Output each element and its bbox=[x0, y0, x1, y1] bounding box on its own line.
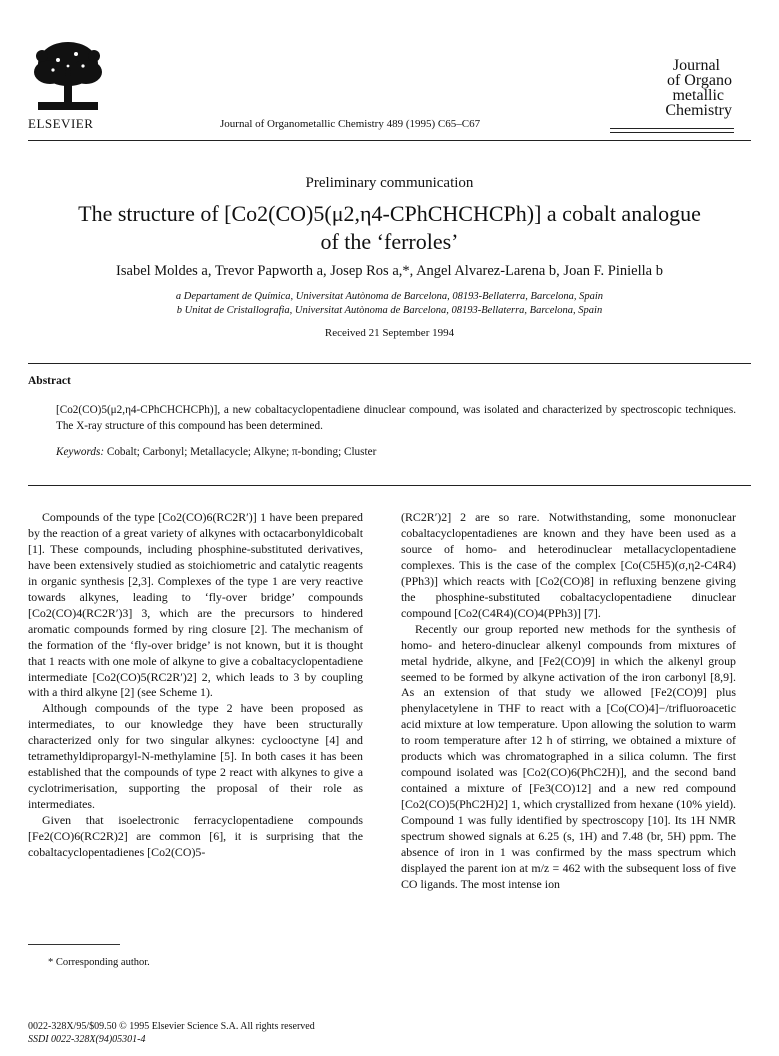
paragraph: Given that isoelectronic ferracyclopentadiene compounds [Fe2(CO)6(RC2R)2] are common [6], it is surprising that the cobaltacyclopentadienes [Co2(CO)5- bbox=[28, 813, 363, 860]
keywords bbox=[56, 446, 736, 458]
keywords-label: Keywords: bbox=[56, 446, 105, 458]
header-divider bbox=[28, 140, 751, 141]
article-title bbox=[40, 200, 739, 256]
elsevier-tree-logo-icon bbox=[28, 36, 108, 116]
paragraph: Although compounds of the type 2 have been proposed as intermediates, to our knowledge they have been structurally characterized only for two singular alkynes: cyclooctyne [4] and tetramethyldipropargyl-N-methylamine [5]. In both cases it has been established that the compounds of type 2 react with alkynes to give a cyclotrimerisation, supporting the proposal of their role as intermediates. bbox=[28, 701, 363, 812]
ssdi-line: SSDI 0022-328X(94)05301-4 bbox=[28, 1034, 146, 1045]
body-column-right bbox=[401, 510, 736, 893]
copyright-block bbox=[28, 1020, 315, 1046]
journal-logo-rule bbox=[610, 128, 734, 129]
journal-logo-line: of Organo bbox=[666, 72, 732, 89]
journal-logo-line: metallic bbox=[672, 87, 724, 104]
title-line-2: of the ‘ferroles’ bbox=[320, 229, 459, 254]
received-date: Received 21 September 1994 bbox=[324, 327, 455, 339]
body-column-left bbox=[28, 510, 363, 861]
affiliations bbox=[30, 290, 749, 318]
paragraph: Compounds of the type [Co2(CO)6(RC2R′)] 1 have been prepared by the reaction of a great variety of alkynes with octacarbonyldicobalt [1]. These compounds, including phosphine-substituted derivatives, have been extensively studied as stoichiometric and catalytic reagents in organic synthesis [2,3]. Complexes of the type 1 are very reactive towards alkynes, leading to ‘fly-over bridge’ compounds [Co2(CO)4(RC2R′)3] 3, which are the precursors to hindered aromatic compounds formed by ring closure [2]. The mechanism of the formation of the ‘fly-over bridge’ is not known, but it is thought that 1 reacts with one mole of alkyne to give a cobaltacyclopentadiene intermediate [Co2(CO)5(RC2R′)2] 2, which leads to 3 by coupling with a third alkyne [2] (see Scheme 1). bbox=[28, 510, 363, 700]
affiliation-a: a Departament de Química, Universitat Autònoma de Barcelona, 08193-Bellaterra, Barcelona, Spain bbox=[175, 291, 604, 302]
journal-reference: Journal of Organometallic Chemistry 489 (1995) C65–C67 bbox=[220, 118, 481, 130]
title-line-1: The structure of [Co2(CO)5(μ2,η4-CPhCHCHCPh)] a cobalt analogue bbox=[78, 201, 701, 226]
corresponding-author-footnote: * Corresponding author. bbox=[48, 957, 150, 968]
journal-logo bbox=[612, 58, 732, 118]
copyright-line: 0022-328X/95/$09.50 © 1995 Elsevier Science S.A. All rights reserved bbox=[28, 1021, 315, 1032]
journal-logo-line: Journal bbox=[672, 57, 720, 74]
paragraph: Recently our group reported new methods for the synthesis of homo- and hetero-dinuclear alkenyl compounds from mixtures of metal hydride, alkyne, and [Fe2(CO)9] in which the alkenyl group seemed to be formed by alkyne activation of the iron carbonyl [8,9]. As an extension of that study we allowed [Fe2(CO)9] plus phenylacetylene in THF to react with a [Co(CO)4]−/trifluoroacetic acid mixture at low temperature. Upon allowing the solution to warm to room temperature after 12 h of stirring, we obtained a mixture of products which was chromatographed in a silica column. The first compound isolated was [Co2(CO)6(PhC2H)], and the second band contained a mixture of [Fe3(CO)12] and a new red compound [Co2(CO)5(PhC2H)2] 1, which crystallized from hexane (10% yield). Compound 1 was fully identified by spectroscopy [10]. Its 1H NMR spectrum showed signals at 6.25 (s, 1H) and 7.48 (br, 5H) ppm. The absence of iron in 1 was confirmed by the mass spectrum which displayed the parent ion at m/z = 462 with the subsequent loss of five CO ligands. The most intense ion bbox=[401, 621, 736, 891]
journal-logo-line: Chemistry bbox=[665, 102, 732, 119]
affiliation-b: b Unitat de Cristallografia, Universitat Autònoma de Barcelona, 08193-Bellaterra, Barcelona, Spain bbox=[176, 305, 603, 316]
author-list: Isabel Moldes a, Trevor Papworth a, Josep Ros a,*, Angel Alvarez-Larena b, Joan F. Piniella b bbox=[116, 263, 663, 279]
paragraph: (RC2R′)2] 2 are so rare. Notwithstanding, some mononuclear cobaltacyclopentadienes are known and they have been used as a source of homo- and heterodinuclear metallacyclopentadiene complexes. This is the case of the complex [Co(C5H5)(σ,η2-C4R4)(PPh3)] which reacts with [Co2(CO)8] in refluxing benzene giving the phosphine-substituted cobaltacyclopentadiene dinuclear compound [Co2(C4R4)(CO)4(PPh3)] [7]. bbox=[401, 510, 736, 620]
abstract-top-divider bbox=[28, 363, 751, 364]
abstract-bottom-divider bbox=[28, 485, 751, 486]
keywords-list: Cobalt; Carbonyl; Metallacycle; Alkyne; π-bonding; Cluster bbox=[106, 446, 377, 458]
journal-logo-rule bbox=[610, 132, 734, 133]
publisher-name: ELSEVIER bbox=[28, 116, 94, 131]
abstract-heading: Abstract bbox=[28, 375, 71, 387]
footnote-rule bbox=[28, 944, 120, 945]
section-label: Preliminary communication bbox=[305, 175, 474, 191]
abstract-text: [Co2(CO)5(μ2,η4-CPhCHCHCPh)], a new cobaltacyclopentadiene dinuclear compound, was isolated and characterized by spectroscopic techniques. The X-ray structure of this compound has been determined. bbox=[56, 404, 736, 432]
